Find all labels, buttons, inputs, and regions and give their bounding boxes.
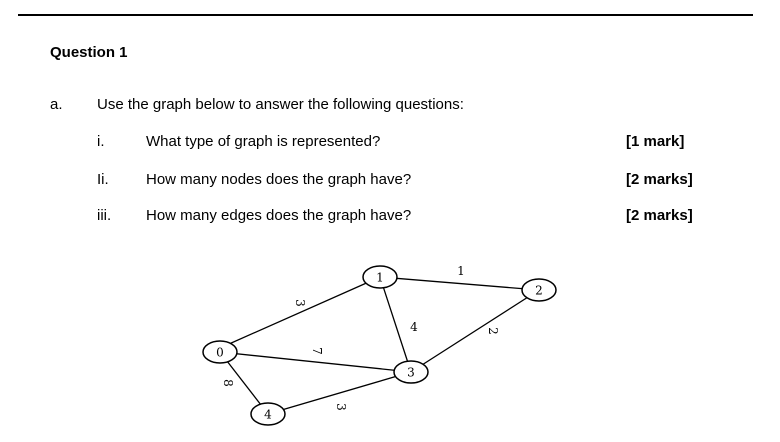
node-label: 2	[535, 283, 543, 298]
edge-weight-1-2: 1	[457, 264, 465, 278]
subquestion-row	[0, 171, 780, 191]
edge-2-3	[411, 290, 539, 372]
subquestion-text: What type of graph is represented?	[146, 133, 381, 150]
weighted-graph-diagram	[190, 255, 570, 440]
edge-0-1	[220, 277, 380, 348]
top-rule	[18, 14, 753, 16]
edge-weight-0-1: 3	[293, 299, 307, 307]
subquestion-row	[0, 133, 780, 153]
node-label: 4	[264, 407, 272, 422]
node-label: 3	[407, 365, 415, 380]
subquestion-number: iii.	[97, 207, 112, 224]
subquestion-marks: [1 mark]	[626, 133, 685, 150]
question-title: Question 1	[50, 44, 128, 61]
edge-weight-0-4: 8	[221, 379, 235, 387]
part-label: a.	[50, 96, 63, 113]
edge-1-3	[380, 277, 411, 372]
subquestion-marks: [2 marks]	[626, 207, 693, 224]
edge-weight-2-3: 2	[486, 327, 500, 335]
subquestion-text: How many nodes does the graph have?	[146, 171, 412, 188]
subquestion-number: Ii.	[97, 171, 109, 188]
edge-weight-4-3: 3	[334, 403, 348, 411]
part-instruction: Use the graph below to answer the following questions:	[97, 96, 464, 113]
node-label: 1	[376, 270, 384, 285]
subquestion-number: i.	[97, 133, 105, 150]
subquestion-text: How many edges does the graph have?	[146, 207, 412, 224]
edge-1-2	[380, 277, 539, 290]
subquestion-row	[0, 207, 780, 227]
edge-weight-1-3: 4	[410, 320, 418, 334]
subquestion-marks: [2 marks]	[626, 171, 693, 188]
edge-0-3	[220, 352, 411, 372]
edge-weight-0-3: 7	[310, 347, 324, 355]
node-label: 0	[216, 345, 224, 360]
